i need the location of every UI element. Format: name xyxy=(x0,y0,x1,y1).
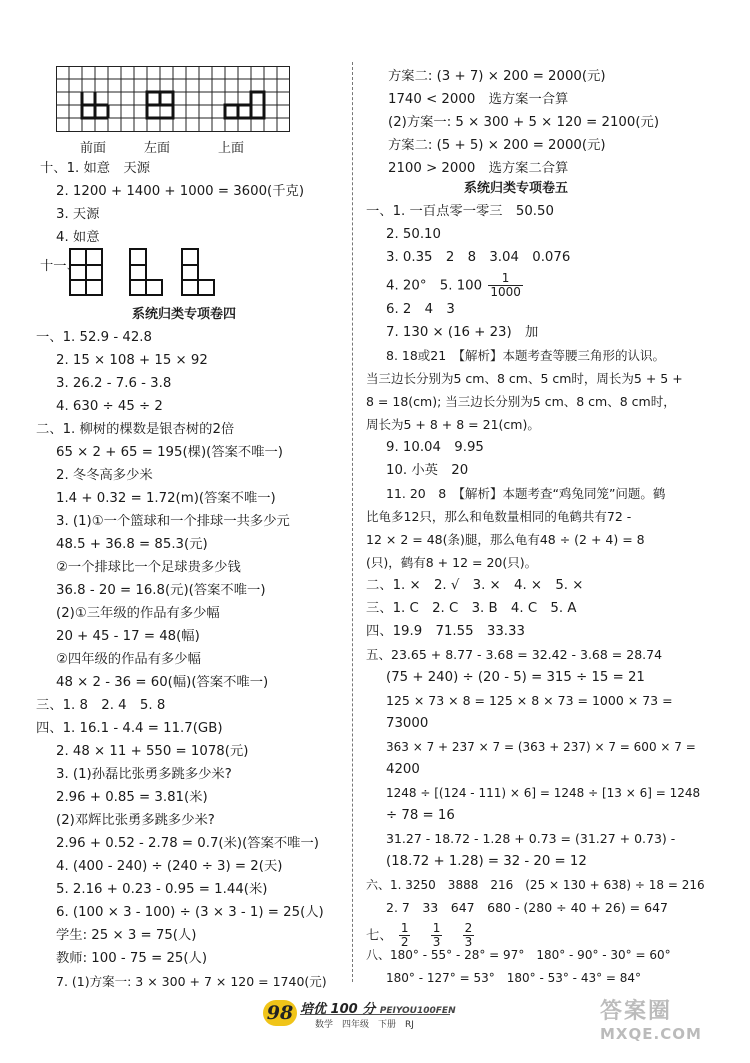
fraction xyxy=(431,922,443,949)
answer-line: ②一个排球比一个足球贵多少钱 xyxy=(56,560,241,575)
answer-line: 73000 xyxy=(386,716,429,731)
answer-line: 十、1. 如意 天源 xyxy=(40,161,150,176)
answer-line: 六、1. 3250 3888 216 (25 × 130 + 638) ÷ 18 = 216 xyxy=(366,878,705,892)
fraction xyxy=(488,272,523,299)
answer-line: 比龟多12只，那么和龟数量相同的龟鹤共有72 - xyxy=(366,509,632,524)
answer-line: 一、1. 52.9 - 42.8 xyxy=(36,330,152,345)
answer-line: 2. 15 × 108 + 15 × 92 xyxy=(56,353,208,368)
answer-line: 方案二: (3 + 7) × 200 = 2000(元) xyxy=(388,69,606,84)
answer-line: 1248 ÷ [(124 - 111) × 6] = 1248 ÷ [13 × 6] = 1248 xyxy=(386,786,701,800)
answer-line: 二、1. × 2. √ 3. × 4. × 5. × xyxy=(366,578,584,593)
answer-line: (18.72 + 1.28) = 32 - 20 = 12 xyxy=(386,854,587,869)
footer-subject: 数学 四年级 下册 RJ xyxy=(315,1020,414,1030)
answer-line: 48.5 + 36.8 = 85.3(元) xyxy=(56,537,208,552)
brand-english: PEIYOU100FEN xyxy=(379,1006,456,1016)
fraction-numerator: 2 xyxy=(464,921,473,935)
answer-line: 180° - 127° = 53° 180° - 53° - 43° = 84° xyxy=(386,971,642,985)
answer-line: 10. 小英 20 xyxy=(386,463,469,478)
answer-line: 四、1. 16.1 - 4.4 = 11.7(GB) xyxy=(36,721,223,736)
answer-line: 教师: 100 - 75 = 25(人) xyxy=(56,951,208,966)
fraction-numerator: 1 xyxy=(488,272,523,286)
answer-line: 20 + 45 - 17 = 48(幅) xyxy=(56,629,200,644)
answer-line: (75 + 240) ÷ (20 - 5) = 315 ÷ 15 = 21 xyxy=(386,670,645,685)
answer-line: 9. 10.04 9.95 xyxy=(386,440,484,455)
answer-line xyxy=(366,922,476,949)
fraction xyxy=(463,922,475,949)
answer-line: 5. 2.16 + 0.23 - 0.95 = 1.44(米) xyxy=(56,882,268,897)
answer-line: 8. 18或21 【解析】本题考查等腰三角形的认识。 xyxy=(386,348,665,363)
watermark xyxy=(600,994,750,1063)
fraction-numerator: 1 xyxy=(432,921,441,935)
watermark-url: MXQE.COM xyxy=(600,1025,702,1043)
answer-line: 3. 26.2 - 7.6 - 3.8 xyxy=(56,376,172,391)
answer-line: 八、180° - 55° - 28° = 97° 180° - 90° - 30° = 60° xyxy=(366,948,671,962)
answer-line: 2. 50.10 xyxy=(386,227,441,242)
answer-line: 1740 < 2000 选方案一合算 xyxy=(388,92,569,107)
watermark-text: 答案圈 xyxy=(600,999,673,1024)
answer-line: 周长为5 + 8 + 8 = 21(cm)。 xyxy=(366,417,540,432)
view-label-front: 前面 xyxy=(80,141,107,156)
section-title: 系统归类专项卷五 xyxy=(464,181,569,196)
answer-line: 方案二: (5 + 5) × 200 = 2000(元) xyxy=(388,138,606,153)
answer-line: 3. (1)①一个篮球和一个排球一共多少元 xyxy=(56,514,290,529)
answer-line: (2)方案一: 5 × 300 + 5 × 120 = 2100(元) xyxy=(388,115,660,130)
fraction-denominator: 3 xyxy=(464,935,473,949)
fraction xyxy=(399,922,411,949)
answer-line: 4. 630 ÷ 45 ÷ 2 xyxy=(56,399,163,414)
answer-line: 三、1. 8 2. 4 5. 8 xyxy=(36,698,166,713)
answer-line: 2100 > 2000 选方案二合算 xyxy=(388,161,569,176)
answer-line: 4. 如意 xyxy=(56,230,100,245)
answer-line: 学生: 25 × 3 = 75(人) xyxy=(56,928,197,943)
answer-line: 2. 7 33 647 680 - (280 ÷ 40 + 26) = 647 xyxy=(386,900,668,915)
answer-line: 3. 天源 xyxy=(56,207,100,222)
answer-line: 3. (1)孙磊比张勇多跳多少米? xyxy=(56,767,232,782)
answer-line: 2. 冬冬高多少米 xyxy=(56,468,153,483)
answer-line: 当三边长分别为5 cm、8 cm、5 cm时，周长为5 + 5 + xyxy=(366,371,683,386)
answer-line: 11. 20 8 【解析】本题考查“鸡兔同笼”问题。鹤 xyxy=(386,486,666,501)
answer-line: 2.96 + 0.85 = 3.81(米) xyxy=(56,790,208,805)
answer-line: 四、19.9 71.55 33.33 xyxy=(366,624,525,639)
answer-line: 2. 1200 + 1400 + 1000 = 3600(千克) xyxy=(56,184,305,199)
answer-line: 2.96 + 0.52 - 2.78 = 0.7(米)(答案不唯一) xyxy=(56,836,319,851)
answer-line: 363 × 7 + 237 × 7 = (363 + 237) × 7 = 600 × 7 = xyxy=(386,740,696,754)
answer-line: 二、1. 柳树的棵数是银杏树的2倍 xyxy=(36,422,235,437)
answer-line: 6. 2 4 3 xyxy=(386,302,455,317)
answer-line: (2)①三年级的作品有多少幅 xyxy=(56,606,220,621)
section-title: 系统归类专项卷四 xyxy=(132,307,237,322)
answer-line: 十一、 xyxy=(40,259,80,274)
answer-line: 五、23.65 + 8.77 - 3.68 = 32.42 - 3.68 = 28.74 xyxy=(366,647,663,662)
footer-rule xyxy=(300,1014,450,1015)
answer-line: 31.27 - 18.72 - 1.28 + 0.73 = (31.27 + 0.73) - xyxy=(386,831,676,846)
answer-line: 12 × 2 = 48(条)腿，那么龟有48 ÷ (2 + 4) = 8 xyxy=(366,532,645,547)
brand-name: 培优 100 分 xyxy=(300,1002,376,1017)
q7-label: 七、 xyxy=(366,928,393,944)
answer-line: 7. 130 × (16 + 23) 加 xyxy=(386,325,539,340)
answer-line: 8 = 18(cm); 当三边长分别为5 cm、8 cm、8 cm时， xyxy=(366,394,676,409)
view-label-left: 左面 xyxy=(144,141,171,156)
answer-line xyxy=(386,272,525,299)
page-number: 98 xyxy=(263,1000,297,1026)
answer-line: 36.8 - 20 = 16.8(元)(答案不唯一) xyxy=(56,583,266,598)
answer-line: 4. (400 - 240) ÷ (240 ÷ 3) = 2(天) xyxy=(56,859,283,874)
answer-line: ②四年级的作品有多少幅 xyxy=(56,652,201,667)
answer-line: 65 × 2 + 65 = 195(棵)(答案不唯一) xyxy=(56,445,283,460)
answer-line: 6. (100 × 3 - 100) ÷ (3 × 3 - 1) = 25(人) xyxy=(56,905,324,920)
answer-line: ÷ 78 = 16 xyxy=(386,808,455,823)
answer-line: 125 × 73 × 8 = 125 × 8 × 73 = 1000 × 73 = xyxy=(386,693,673,708)
answer-line: 3. 0.35 2 8 3.04 0.076 xyxy=(386,250,571,265)
answer-line: 1.4 + 0.32 = 1.72(m)(答案不唯一) xyxy=(56,491,276,506)
view-label-top: 上面 xyxy=(218,141,245,156)
q4-text: 4. 20° 5. 100 xyxy=(386,278,483,294)
fraction-denominator: 2 xyxy=(400,935,409,949)
answer-line: (2)邓辉比张勇多跳多少米? xyxy=(56,813,215,828)
answer-line: 4200 xyxy=(386,762,420,777)
answer-line: 一、1. 一百点零一零三 50.50 xyxy=(366,204,554,219)
view-grid-figure xyxy=(56,66,290,132)
fraction-numerator: 1 xyxy=(400,921,409,935)
fraction-denominator: 3 xyxy=(432,935,441,949)
shape-views-figure xyxy=(68,247,228,297)
answer-line: (只)，鹤有8 + 12 = 20(只)。 xyxy=(366,555,538,570)
answer-line: 48 × 2 - 36 = 60(幅)(答案不唯一) xyxy=(56,675,269,690)
answer-line: 三、1. C 2. C 3. B 4. C 5. A xyxy=(366,601,577,616)
answer-line: 2. 48 × 11 + 550 = 1078(元) xyxy=(56,744,249,759)
fraction-denominator: 1000 xyxy=(490,285,521,299)
column-divider xyxy=(352,62,353,982)
answer-line: 7. (1)方案一: 3 × 300 + 7 × 120 = 1740(元) xyxy=(56,974,327,989)
